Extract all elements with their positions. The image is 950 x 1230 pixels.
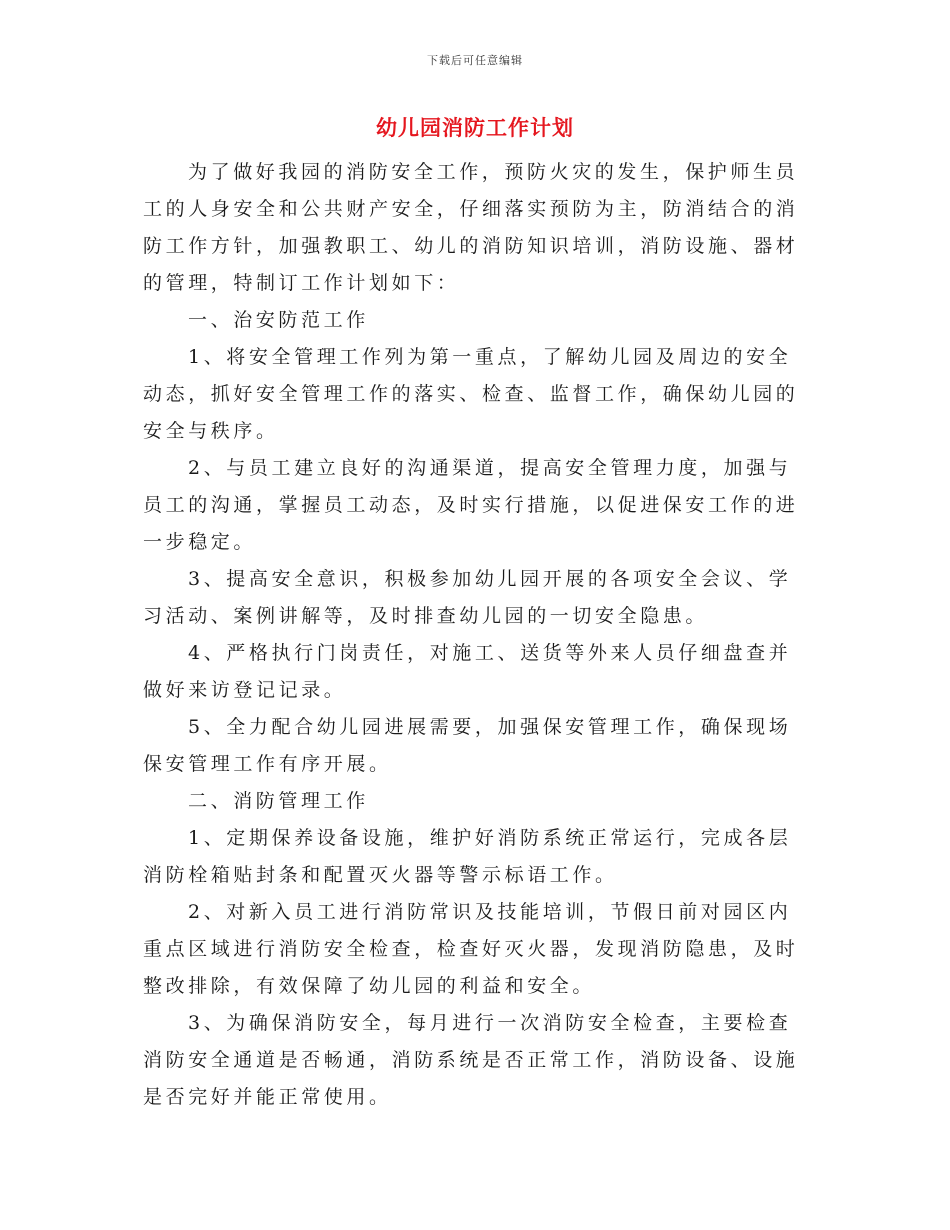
security-item-1: 1、将安全管理工作列为第一重点，了解幼儿园及周边的安全动态，抓好安全管理工作的落实、检查、监督工作，确保幼儿园的安全与秩序。 [143, 346, 799, 442]
security-item-5: 5、全力配合幼儿园进展需要，加强保安管理工作，确保现场保安管理工作有序开展。 [143, 716, 792, 775]
fire-item-2: 2、对新入员工进行消防常识及技能培训，节假日前对园区内重点区域进行消防安全检查，检查好灭火器，发现消防隐患，及时整改排除，有效保障了幼儿园的利益和安全。 [143, 901, 799, 997]
section-heading-security: 一、治安防范工作 [188, 309, 369, 331]
security-item-3: 3、提高安全意识，积极参加幼儿园开展的各项安全会议、学习活动、案例讲解等，及时排查幼儿园的一切安全隐患。 [143, 568, 792, 627]
document-body [143, 154, 811, 1116]
intro-paragraph: 为了做好我园的消防安全工作，预防火灾的发生，保护师生员工的人身安全和公共财产安全，仔细落实预防为主，防消结合的消防工作方针，加强教职工、幼儿的消防知识培训，消防设施、器材的管理，特制订工作计划如下： [143, 161, 799, 294]
document-title: 幼儿园消防工作计划 [376, 115, 574, 140]
fire-item-3: 3、为确保消防安全，每月进行一次消防安全检查，主要检查消防安全通道是否畅通，消防系统是否正常工作，消防设备、设施是否完好并能正常使用。 [143, 1012, 799, 1108]
security-item-4: 4、严格执行门岗责任，对施工、送货等外来人员仔细盘查并做好来访登记记录。 [143, 642, 792, 701]
section-heading-fire: 二、消防管理工作 [188, 790, 369, 812]
fire-item-1: 1、定期保养设备设施，维护好消防系统正常运行，完成各层消防栓箱贴封条和配置灭火器等警示标语工作。 [143, 827, 792, 886]
page-header-note: 下载后可任意编辑 [427, 54, 523, 67]
security-item-2: 2、与员工建立良好的沟通渠道，提高安全管理力度，加强与员工的沟通，掌握员工动态，及时实行措施，以促进保安工作的进一步稳定。 [143, 457, 799, 553]
